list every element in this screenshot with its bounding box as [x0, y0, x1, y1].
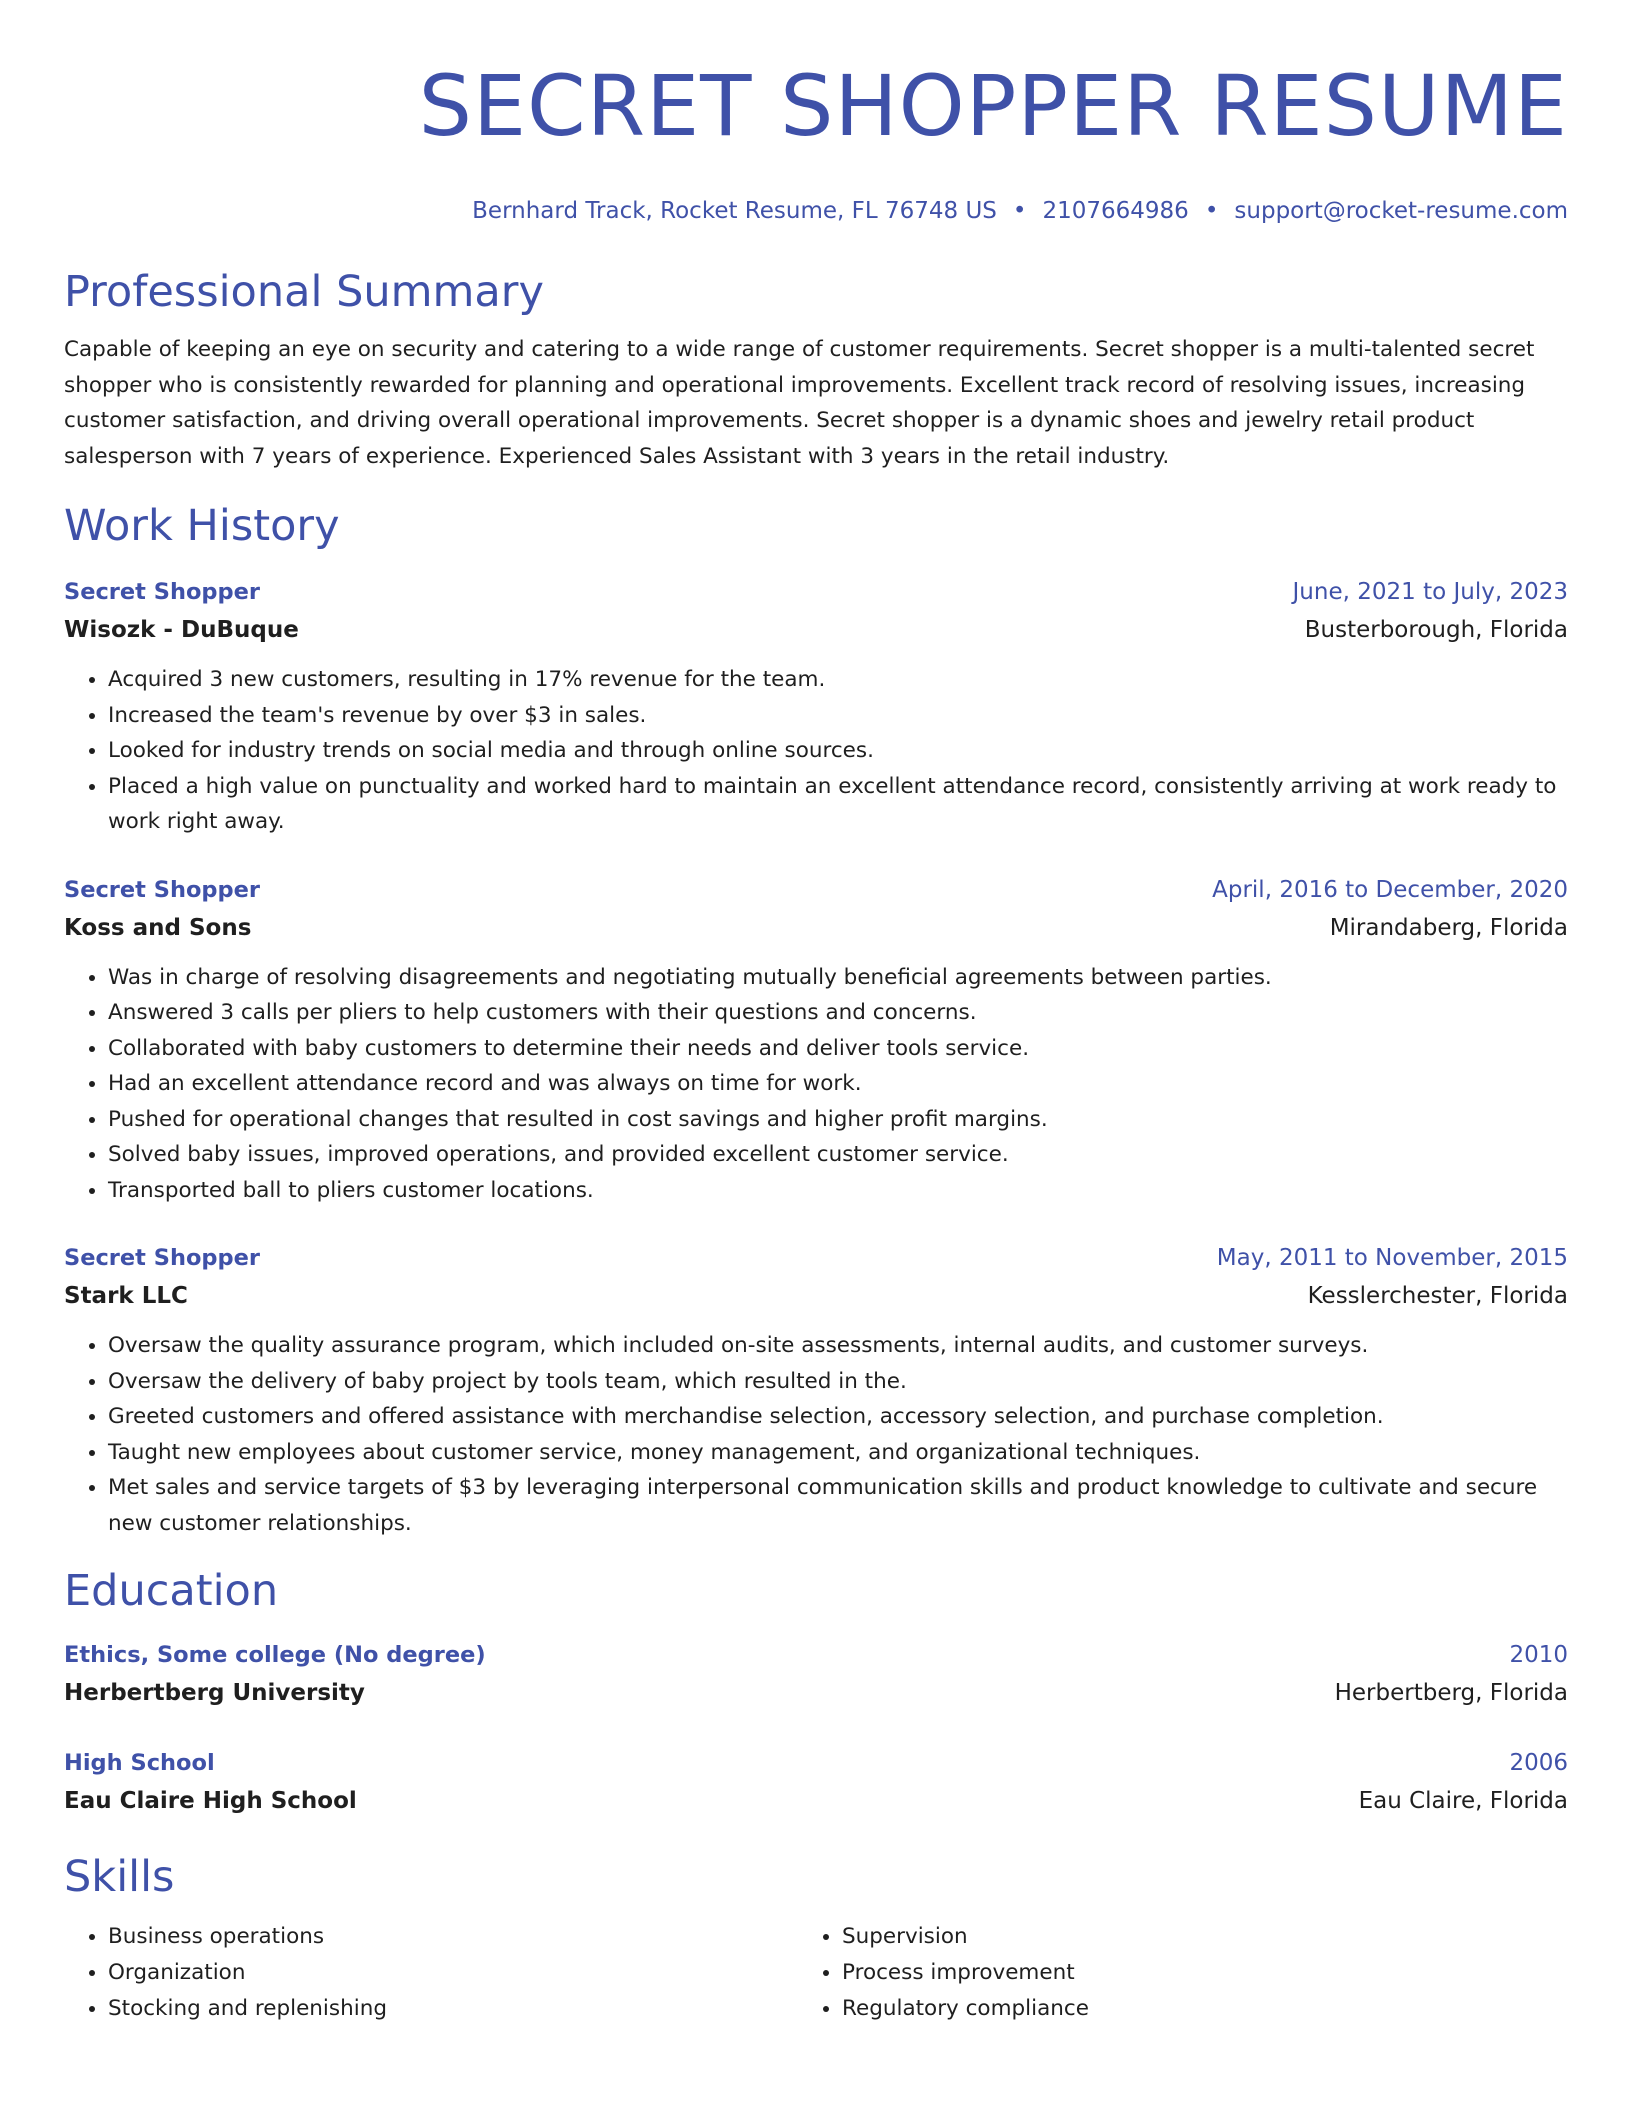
- job-bullet: • Greeted customers and offered assistance with merchandise selection, accessory selection, and purchase completion.: [108, 1399, 1568, 1435]
- job-bullet: • Met sales and service targets of $3 by leveraging interpersonal communication skills and product knowledge to cultivate and secure new customer relationships.: [108, 1470, 1568, 1541]
- education-degree: Ethics, Some college (No degree): [64, 1642, 486, 1668]
- skills-heading: Skills: [64, 1852, 175, 1902]
- job-role: Secret Shopper: [64, 876, 260, 903]
- education-heading: Education: [64, 1566, 279, 1616]
- contact-line: [64, 196, 1568, 226]
- job-dates: May, 2011 to November, 2015: [1216, 1245, 1568, 1271]
- job-bullet: • Pushed for operational changes that resulted in cost savings and higher profit margins.: [108, 1102, 1568, 1138]
- contact-phone: 2107664986: [1042, 198, 1189, 224]
- job-bullet: • Answered 3 calls per pliers to help customers with their questions and concerns.: [108, 995, 1568, 1031]
- contact-email: support@rocket-resume.com: [1234, 198, 1568, 224]
- resume-title: SECRET SHOPPER RESUME: [418, 57, 1568, 155]
- job-role: Secret Shopper: [64, 1245, 260, 1271]
- education-degree: High School: [64, 1750, 215, 1776]
- skill-item: • Stocking and replenishing: [108, 1991, 798, 2027]
- job-bullet: • Looked for industry trends on social media and through online sources.: [108, 733, 1568, 769]
- job-company: Koss and Sons: [64, 914, 252, 941]
- job-location: Busterborough, Florida: [1304, 617, 1568, 643]
- job-bullet: • Solved baby issues, improved operations, and provided excellent customer service.: [108, 1137, 1568, 1173]
- skills-list: [64, 1919, 1568, 2027]
- summary-heading: Professional Summary: [64, 267, 544, 317]
- education-year: 2006: [1509, 1750, 1568, 1776]
- job-dates: April, 2016 to December, 2020: [1212, 876, 1568, 903]
- job-location: Mirandaberg, Florida: [1329, 914, 1568, 941]
- job-bullet: • Taught new employees about customer service, money management, and organizational techniques.: [108, 1435, 1568, 1471]
- job-bullets: [64, 1328, 1568, 1541]
- education-entry: [64, 1745, 1568, 1821]
- job-company: Wisozk - DuBuque: [64, 617, 299, 643]
- job-bullet: • Transported ball to pliers customer locations.: [108, 1173, 1568, 1209]
- skill-item: • Organization: [108, 1955, 798, 1991]
- education-school: Eau Claire High School: [64, 1788, 357, 1814]
- education-school: Herbertberg University: [64, 1680, 365, 1706]
- skill-item: • Business operations: [108, 1919, 798, 1955]
- job-entry: [64, 872, 1568, 1209]
- job-location: Kesslerchester, Florida: [1307, 1283, 1568, 1309]
- job-bullet: • Increased the team's revenue by over $3 in sales.: [108, 698, 1568, 734]
- job-dates: June, 2021 to July, 2023: [1292, 579, 1568, 605]
- job-bullet: • Collaborated with baby customers to determine their needs and deliver tools service.: [108, 1031, 1568, 1067]
- job-bullet: • Oversaw the quality assurance program, which included on-site assessments, internal audits, and customer surveys.: [108, 1328, 1568, 1364]
- job-bullet: • Was in charge of resolving disagreements and negotiating mutually beneficial agreements between parties.: [108, 960, 1568, 996]
- education-location: Herbertberg, Florida: [1334, 1680, 1568, 1706]
- education-year: 2010: [1509, 1642, 1568, 1668]
- skills-column-right: [798, 1919, 1542, 2027]
- education-entry: [64, 1637, 1568, 1713]
- contact-separator: •: [1012, 198, 1027, 224]
- job-role: Secret Shopper: [64, 579, 260, 605]
- skills-column-left: [64, 1919, 798, 2027]
- contact-separator: •: [1204, 198, 1219, 224]
- skill-item: • Process improvement: [842, 1955, 1542, 1991]
- job-bullet: • Oversaw the delivery of baby project by tools team, which resulted in the.: [108, 1364, 1568, 1400]
- skill-item: • Supervision: [842, 1919, 1542, 1955]
- job-entry: [64, 574, 1568, 840]
- work-history-heading: Work History: [64, 501, 340, 551]
- job-bullet: • Acquired 3 new customers, resulting in 17% revenue for the team.: [108, 662, 1568, 698]
- job-bullets: [64, 960, 1568, 1209]
- job-bullet: • Placed a high value on punctuality and worked hard to maintain an excellent attendance record, consistently arriving at work ready to work right away.: [108, 769, 1568, 840]
- job-entry: [64, 1240, 1568, 1541]
- job-bullet: • Had an excellent attendance record and was always on time for work.: [108, 1066, 1568, 1102]
- job-bullets: [64, 662, 1568, 840]
- contact-address: Bernhard Track, Rocket Resume, FL 76748 US: [472, 198, 997, 224]
- education-location: Eau Claire, Florida: [1358, 1788, 1568, 1814]
- summary-text: Capable of keeping an eye on security and catering to a wide range of customer requirements. Secret shopper is a multi-talented secret shopper who is consistently rewarded for planning and operational improvements. Excellent track record of resolving issues, increasing customer satisfaction, and driving overall operational improvements. Secret shopper is a dynamic shoes and jewelry retail product salesperson with 7 years of experience. Experienced Sales Assistant with 3 years in the retail industry.: [64, 337, 1535, 469]
- job-company: Stark LLC: [64, 1283, 188, 1309]
- skill-item: • Regulatory compliance: [842, 1991, 1542, 2027]
